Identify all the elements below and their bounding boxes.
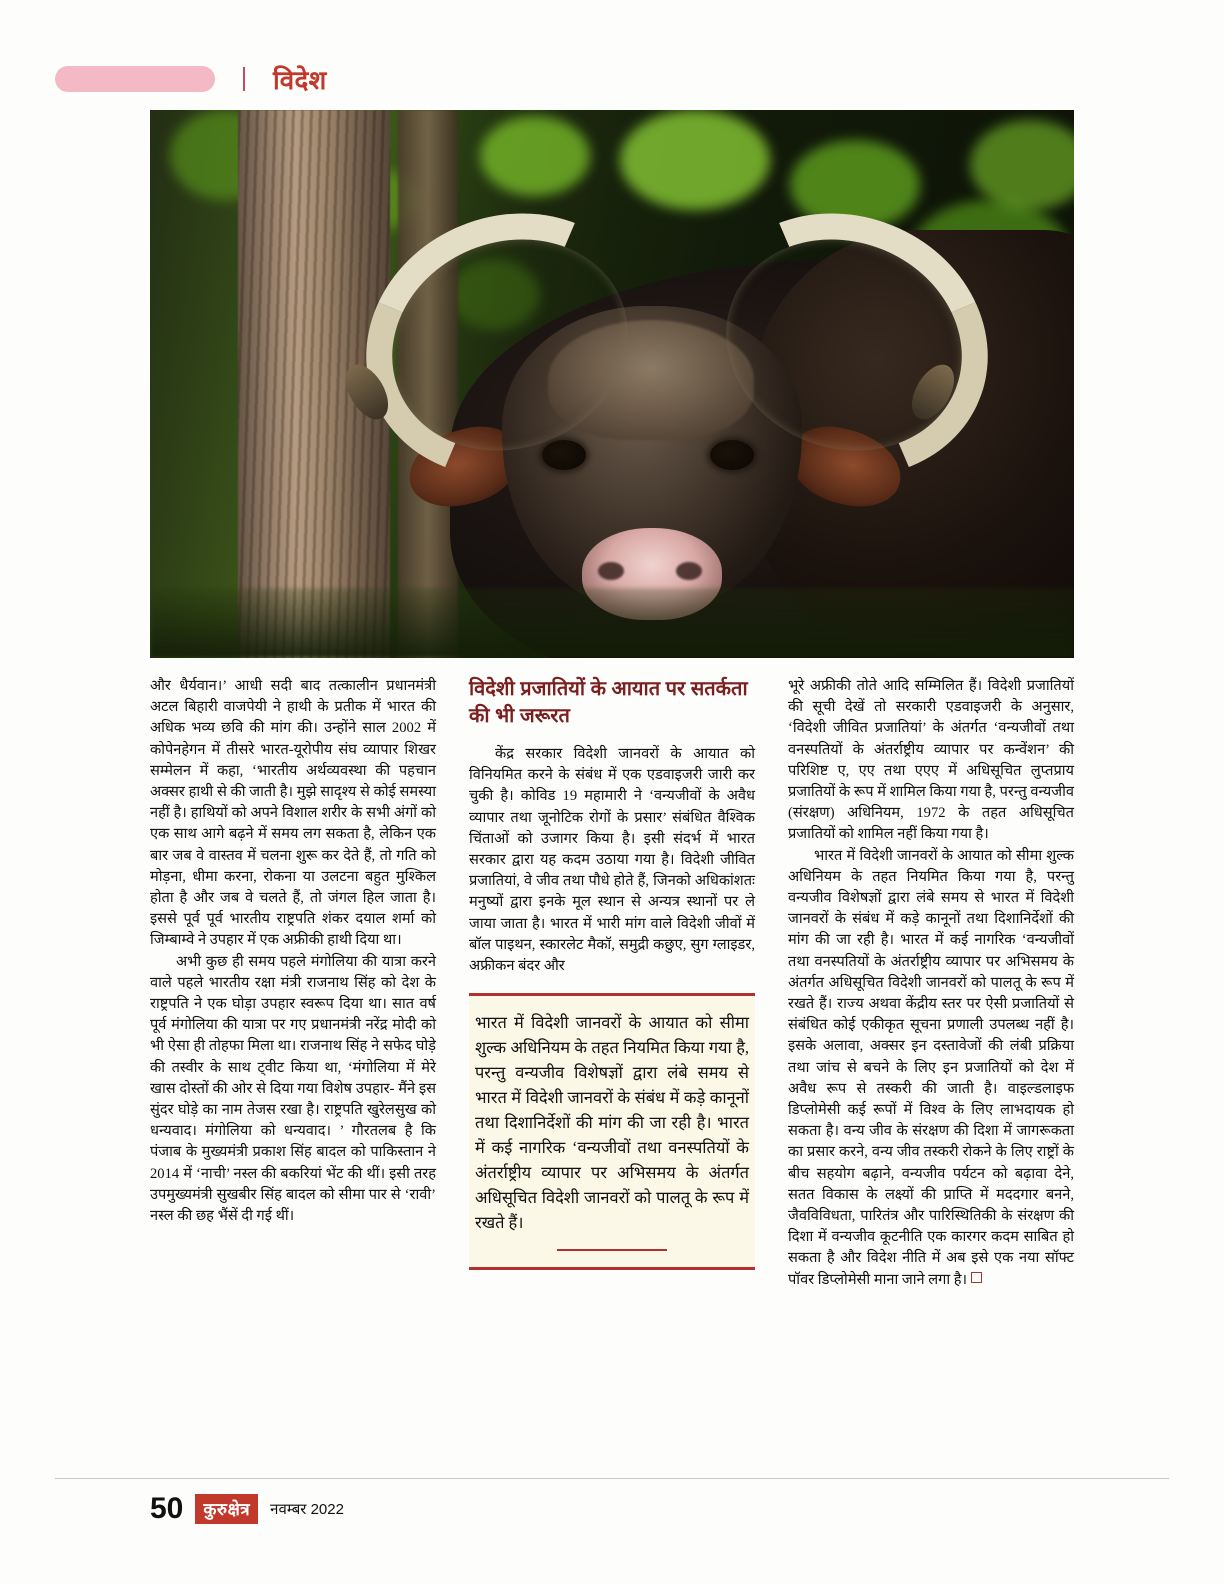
page-footer — [150, 1492, 344, 1526]
header-color-swatch — [55, 66, 215, 92]
paragraph: अभी कुछ ही समय पहले मंगोलिया की यात्रा करने वाले पहले भारतीय रक्षा मंत्री राजनाथ सिंह को देश के राष्ट्रपति ने एक घोड़ा उपहार स्वरूप दिया था। सात वर्ष पूर्व मंगोलिया की यात्रा पर गए प्रधानमंत्री नरेंद्र मोदी को भी ऐसा ही तोहफा मिला था। राजनाथ सिंह ने सफेद घोड़े की तस्वीर के साथ ट्वीट किया था, ‘मंगोलिया में मेरे खास दोस्तों की ओर से दिया गया विशेष उपहार- मैंने इस सुंदर घोड़े का नाम तेजस रखा है। राष्ट्रपति खुरेलसुख को धन्यवाद। मंगोलिया को धन्यवाद। ’ गौरतलब है कि पंजाब के मुख्यमंत्री प्रकाश सिंह बादल को पाकिस्तान ने 2014 में ‘नाची’ नस्ल की बकरियां भेंट की थीं। इसी तरह उपमुख्यमंत्री सुखबीर सिंह बादल को सीमा पार से ‘रावी’ नस्ल की छह भैंसें दी गई थीं। — [150, 953, 436, 1225]
magazine-logo: कुरुक्षेत्र — [195, 1494, 258, 1524]
footer-divider — [55, 1478, 1169, 1479]
foreground-grass — [150, 588, 1074, 658]
pull-quote-text: भारत में विदेशी जानवरों के आयात को सीमा शुल्क अधिनियम के तहत नियमित किया गया है, परन्तु वन्यजीव विशेषज्ञों द्वारा लंबे समय से भारत में विदेशी जानवरों के संबंध में कड़े कानूनों तथा दिशानिर्देशों की मांग की जा रही है। भारत में कई नागरिक ‘वन्यजीवों तथा वनस्पतियों के अंतर्राष्ट्रीय व्यापार पर अभिसमय के अंतर्गत अधिसूचित विदेशी जानवरों को पालतू के रूप में रखते हैं। — [475, 1013, 749, 1233]
column-1 — [150, 676, 436, 1466]
photo-background — [150, 110, 1074, 658]
end-mark-icon — [971, 1272, 982, 1283]
article-photo — [150, 110, 1074, 658]
article-body — [150, 676, 1074, 1466]
header-divider — [243, 67, 245, 91]
page-header — [55, 58, 1169, 100]
column-2 — [469, 676, 755, 1466]
article-subheading: विदेशी प्रजातियों के आयात पर सतर्कता की भी जरूरत — [469, 678, 748, 727]
paragraph: भूरे अफ्रीकी तोते आदि सम्मिलित हैं। विदेशी प्रजातियों की सूची देखें तो सरकारी एडवाइजरी के अनुसार, ‘विदेशी जीवित प्रजातियां’ के अंतर्गत ‘वन्यजीवों तथा वनस्पतियों के अंतर्राष्ट्रीय व्यापार पर कन्वेंशन’ की परिशिष्ट ए, एए तथा एएए में अधिसूचित लुप्तप्राय प्रजातियों के रूप में शामिल किया गया है, परन्तु वन्यजीव (संरक्षण) अधिनियम, 1972 के तहत अधिसूचित प्रजातियों को शामिल नहीं किया गया है। — [788, 678, 1074, 843]
paragraph: केंद्र सरकार विदेशी जानवरों के आयात को विनियमित करने के संबंध में एक एडवाइजरी जारी कर चुकी है। कोविड 19 महामारी ने ‘वन्यजीवों के अवैध व्यापार तथा जूनोटिक रोगों के प्रसार’ संबंधित वैश्विक चिंताओं को उजागर किया है। इसी संदर्भ में भारत सरकार द्वारा यह कदम उठाया गया है। विदेशी जीवित प्रजातियां, वे जीव तथा पौधे होते हैं, जिनको अधिकांशतः मनुष्यों द्वारा इनके मूल स्थान से अन्यत्र स्थानों पर ले जाया जाता है। भारत में भारी मांग वाले विदेशी जीवों में बॉल पाइथन, स्कारलेट मैकॉ, समुद्री कछुए, सुग ग्लाइडर, अफ्रीकन बंदर और — [469, 746, 755, 975]
pull-quote — [469, 993, 755, 1270]
page-number: 50 — [150, 1492, 184, 1525]
paragraph: और धैर्यवान।’ आधी सदी बाद तत्कालीन प्रधानमंत्री अटल बिहारी वाजपेयी ने हाथी के प्रतीक में भारत की अधिक भव्य छवि की मांग की। उन्होंने साल 2002 में कोपेनहेगन में तीसरे भारत-यूरोपीय संघ व्यापार शिखर सम्मेलन में कहा, ‘भारतीय अर्थव्यवस्था की पहचान अक्सर हाथी से की जाती है। मुझे सादृश्य से कोई समस्या नहीं है। हाथियों को अपने विशाल शरीर के सभी अंगों को एक साथ आगे बढ़ने में समय लग सकता है, लेकिन एक बार जब वे वास्तव में चलना शुरू कर देते हैं, तो गति को मोड़ना, धीमा करना, रोकना या उलटना बहुत मुश्किल होता है और जब वे चलते हैं, तो जंगल हिल जाता है। इससे पूर्व पूर्व भारतीय राष्ट्रपति शंकर दयाल शर्मा को जिम्बाम्वे ने उपहार में एक अफ्रीकी हाथी दिया था। — [150, 678, 436, 949]
paragraph-text: भारत में विदेशी जानवरों के आयात को सीमा शुल्क अधिनियम के तहत नियमित किया गया है, परन्तु वन्यजीव विशेषज्ञों द्वारा लंबे समय से भारत में विदेशी जानवरों के संबंध में कड़े कानूनों तथा दिशानिर्देशों की मांग की जा रही है। भारत में कई नागरिक ‘वन्यजीवों तथा वनस्पतियों के अंतर्राष्ट्रीय व्यापार पर अभिसमय के अंतर्गत अधिसूचित विदेशी जानवरों को पालतू के रूप में रखते हैं। राज्य अथवा केंद्रीय स्तर पर ऐसी प्रजातियों से संबंधित कोई एकीकृत सूचना प्रणाली उपलब्ध नहीं है। इसके अलावा, अक्सर इन दस्तावेजों की लंबी प्रक्रिया तथा जांच से बचने के लिए इन प्रजातियों को देश में अवैध रूप से तस्करी की जाती है। वाइल्डलाइफ डिप्लोमेसी कई रूपों में विश्व के लिए लाभदायक हो सकता है। वन्य जीव के संरक्षण की दिशा में जागरूकता का प्रसार करने, वन्य जीव तस्करी रोकने के लिए राष्ट्रों के बीच सहयोग बढ़ाने, वन्यजीव पर्यटन को बढ़ावा देने, सतत विकास के लक्ष्यों की प्राप्ति में मददगार बनने, जैवविविधता, पारितंत्र और पारिस्थितिकी के संरक्षण की दिशा में वन्यजीव कूटनीति एक कारगर कदम साबित हो सकता है और विदेश नीति में अब इसे एक नया सॉफ्ट पॉवर डिप्लोमेसी माना जाने लगा है। — [788, 847, 1074, 1288]
column-3 — [788, 676, 1074, 1466]
pull-quote-rule — [557, 1249, 667, 1251]
section-title: विदेश — [273, 65, 327, 95]
paragraph — [788, 846, 1074, 1291]
gaur-eye-right — [710, 440, 754, 470]
issue-date: नवम्बर 2022 — [270, 1501, 344, 1518]
